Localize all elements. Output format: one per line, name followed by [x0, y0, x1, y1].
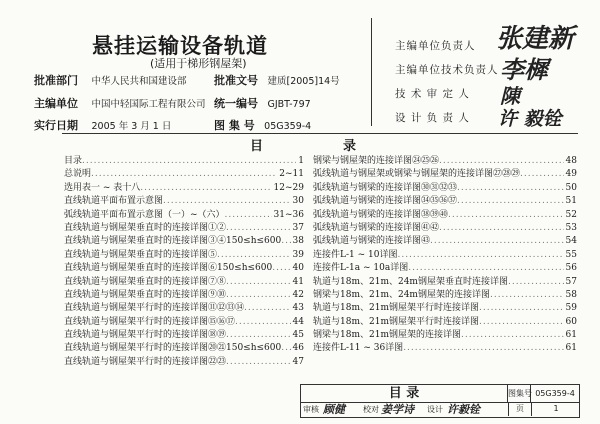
toc-entry[interactable]: 轨道与18m、21m钢屋架平行时连接详图 ..... 59	[313, 302, 577, 315]
toc-entry[interactable]: 直线轨道与钢屋架平行时的连接详图㉒㉓ ..... 47	[64, 356, 304, 369]
toc-entry[interactable]: 弧线轨道与钢梁的连接详图㊸ ..... 54	[313, 235, 577, 248]
approval-no-row	[214, 72, 340, 88]
title-block	[300, 384, 580, 418]
atlas-subtitle: (适用于梯形钢屋架)	[150, 57, 247, 70]
toc-entry[interactable]: 直线轨道与钢屋架垂直时的连接详图③④150≤h≤600 ..... 38	[64, 235, 304, 248]
toc-entry[interactable]: 连接件L-11 ~ 36详图 ..... 61	[313, 342, 577, 355]
toc-entry[interactable]: 选用表一 ~ 表十八 ..... 12~29	[64, 182, 304, 195]
toc-entry[interactable]: 弧线轨道与钢屋架或钢梁与钢屋架的连接详图㉗㉘㉙ ..... 49	[313, 168, 577, 181]
toc-entry[interactable]: 钢梁与钢屋架的连接详图㉔㉕㉖ ..... 48	[313, 155, 577, 168]
signature-chief-unit: 张建新	[496, 24, 575, 54]
approval-dept-value: 中华人民共和国建设部	[91, 76, 187, 87]
toc-entry[interactable]: 直线轨道平面布置示意图 ..... 30	[64, 195, 304, 208]
toc-entry[interactable]: 弧线轨道平面布置示意图（一）~（六） ..... 31~36	[64, 209, 304, 222]
resp-design-chief-label: 设 计 负 责 人	[395, 112, 470, 124]
toc-entry[interactable]: 连接件L-1a ~ 10a详图 ..... 56	[313, 262, 577, 275]
atlas-no-cell-label: 图集号	[508, 385, 531, 403]
atlas-no-label: 图 集 号	[214, 119, 255, 132]
effective-date-value: 2005 年 3 月 1 日	[91, 121, 172, 132]
effective-date-label: 实行日期	[34, 119, 78, 132]
toc-entry[interactable]: 直线轨道与钢屋架垂直时的连接详图⑦⑧ ..... 41	[64, 276, 304, 289]
atlas-no-row	[214, 117, 311, 133]
resp-chief-unit-label: 主编单位负责人	[395, 40, 476, 52]
atlas-title: 悬挂运输设备轨道	[92, 34, 268, 58]
atlas-no-value: 05G359-4	[264, 121, 312, 132]
sheet-title: 目 录	[301, 385, 508, 403]
editor-unit-row	[34, 95, 206, 111]
editor-unit-value: 中国中轻国际工程有限公司	[91, 99, 206, 110]
page-number: 1	[553, 404, 559, 413]
toc-entry[interactable]: 直线轨道与钢屋架平行时的连接详图⑳㉑150≤h≤600 ..... 46	[64, 342, 304, 355]
toc-entry[interactable]: 目录 ..... 1	[64, 155, 304, 168]
toc-entry[interactable]: 直线轨道与钢屋架垂直时的连接详图⑥150≤h≤600 ..... 40	[64, 262, 304, 275]
unified-no-row	[214, 95, 311, 111]
toc-entry[interactable]: 钢梁与18m、21m、24m钢屋架的连接详图 ..... 58	[313, 289, 577, 302]
toc-heading-right: 录	[343, 139, 357, 154]
signature-tech-review: 陳	[500, 84, 520, 108]
toc-entry[interactable]: 钢梁与18m、21m钢屋架的连接详图 ..... 61	[313, 329, 577, 342]
check-label: 校对	[363, 405, 379, 414]
atlas-no-cell-value: 05G359-4	[531, 385, 579, 403]
toc-entry[interactable]: 直线轨道与钢屋架平行时的连接详图⑮⑯⑰ ..... 44	[64, 316, 304, 329]
design-label: 设计	[427, 405, 443, 414]
editor-unit-label: 主编单位	[34, 97, 78, 110]
unified-no-label: 统一编号	[214, 97, 258, 110]
approval-dept-label: 批准部门	[34, 74, 78, 87]
approval-no-label: 批准文号	[214, 74, 258, 87]
resp-tech-review-label: 技 术 审 定 人	[395, 88, 470, 100]
header-divider	[371, 18, 372, 126]
toc-entry[interactable]: 直线轨道与钢屋架垂直时的连接详图⑨⑩ ..... 42	[64, 289, 304, 302]
resp-tech-chief-label: 主编单位技术负责人	[395, 64, 499, 76]
review-label: 审核	[303, 405, 319, 414]
approval-no-value: 建质[2005]14号	[267, 76, 340, 87]
toc-entry[interactable]: 直线轨道与钢屋架平行时的连接详图⑪⑫⑬⑭ ..... 43	[64, 302, 304, 315]
toc-entry[interactable]: 弧线轨道与钢梁的连接详图㉞㉟㊱㊲ ..... 51	[313, 195, 577, 208]
toc-right-column	[313, 155, 577, 356]
toc-entry[interactable]: 弧线轨道与钢梁的连接详图㊶㊷ ..... 53	[313, 222, 577, 235]
toc-entry[interactable]: 总说明 ..... 2~11	[64, 168, 304, 181]
toc-entry[interactable]: 轨道与18m、21m钢屋架平行时连接详图 ..... 60	[313, 316, 577, 329]
toc-entry[interactable]: 直线轨道与钢屋架平行时的连接详图⑱⑲ ..... 45	[64, 329, 304, 342]
toc-entry[interactable]: 轨道与18m、21m、24m钢屋架垂直时连接详图 ..... 57	[313, 276, 577, 289]
toc-entry[interactable]: 连接件L-1 ~ 10详图 ..... 55	[313, 249, 577, 262]
page-label: 页	[508, 402, 532, 416]
header-separator	[62, 133, 578, 134]
signature-design-chief: 许 毅铨	[498, 108, 562, 130]
check-signature: 姜学诗	[381, 403, 414, 416]
toc-entry[interactable]: 弧线轨道与钢梁的连接详图㉚㉛㉜㉝ ..... 50	[313, 182, 577, 195]
approval-dept-row	[34, 72, 187, 88]
signature-tech-chief: 李樨	[500, 55, 548, 84]
review-signature: 顾健	[323, 403, 345, 416]
effective-date-row	[34, 117, 171, 133]
toc-left-column	[64, 155, 304, 369]
toc-entry[interactable]: 直线轨道与钢屋架垂直时的连接详图①② ..... 37	[64, 222, 304, 235]
unified-no-value: GJBT-797	[267, 99, 311, 110]
design-signature: 许毅铨	[447, 403, 480, 416]
toc-heading-left: 目	[250, 139, 264, 154]
toc-entry[interactable]: 直线轨道与钢屋架垂直时的连接详图⑤ ..... 39	[64, 249, 304, 262]
toc-entry[interactable]: 弧线轨道与钢梁的连接详图㊳㊴㊵ ..... 52	[313, 209, 577, 222]
